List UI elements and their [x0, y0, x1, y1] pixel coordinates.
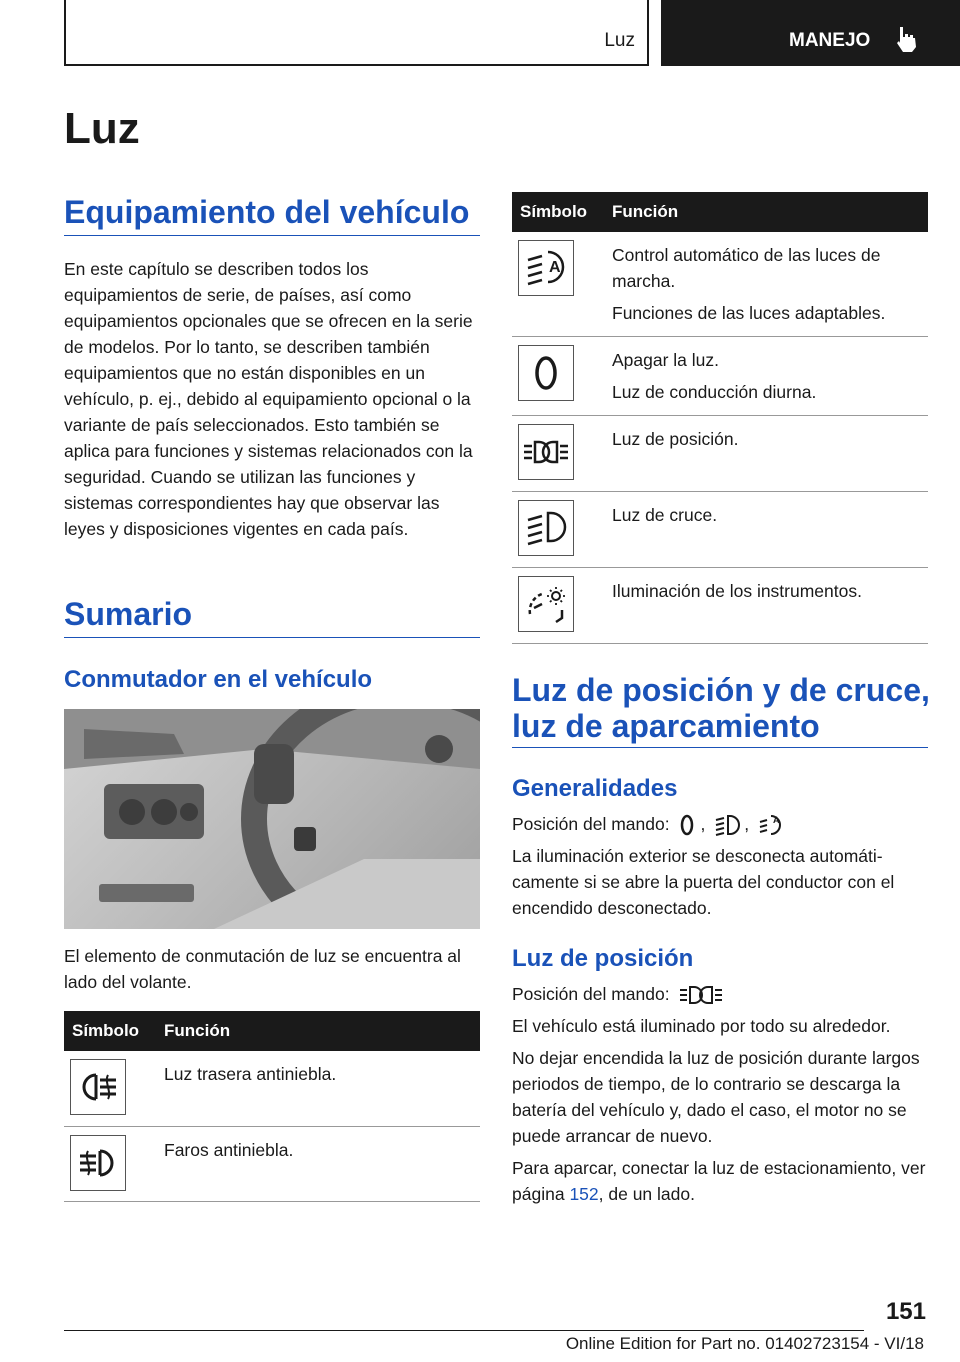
function-text: Faros antiniebla.	[156, 1126, 480, 1201]
symbol-table-left	[64, 1011, 480, 1202]
subsection-title-luz-de-posicion: Luz de posición	[512, 945, 694, 972]
column-header-function: Función	[604, 192, 928, 232]
switch-position-line	[512, 981, 930, 1007]
function-text: Luz trasera antiniebla.	[156, 1051, 480, 1126]
parking-light-icon	[678, 984, 724, 1006]
function-text: Luz de cruce.	[604, 492, 928, 568]
page-link[interactable]: 152	[569, 1184, 599, 1204]
section-rule	[512, 747, 928, 748]
svg-text:A: A	[549, 259, 561, 276]
function-text: Luz de conducción diurna.	[612, 382, 817, 402]
section-rule	[64, 235, 480, 236]
function-text: Control automático de las luces de marcha.	[612, 245, 881, 291]
parking-light-icon	[518, 424, 574, 480]
generalidades-text	[512, 811, 930, 921]
position-label: Posición del mando:	[512, 814, 670, 834]
equipamiento-text	[64, 256, 482, 542]
paragraph-text: , de un lado.	[598, 1184, 695, 1204]
table-row	[512, 568, 928, 644]
table-row	[64, 1126, 480, 1201]
svg-text:A: A	[772, 815, 780, 826]
header-section-box	[64, 0, 649, 66]
function-text: Apagar la luz.	[612, 350, 720, 370]
header-chapter-box	[661, 0, 960, 66]
switch-caption	[64, 943, 482, 995]
title-line: Luz de posición y de cruce,	[512, 672, 930, 708]
hand-pointer-icon	[894, 25, 920, 53]
zero-off-icon	[678, 813, 696, 837]
section-title-luz-posicion	[512, 672, 930, 744]
low-beam-icon	[518, 500, 574, 556]
position-label: Posición del mando:	[512, 984, 670, 1004]
header-section-label: Luz	[604, 30, 635, 51]
column-header-symbol: Símbolo	[64, 1011, 156, 1051]
subsection-title-conmutador: Conmutador en el vehículo	[64, 666, 373, 693]
luz-posicion-paragraph	[512, 1155, 930, 1207]
section-title-equipamiento: Equipamiento del vehículo	[64, 194, 470, 230]
rear-fog-light-icon	[70, 1059, 126, 1115]
section-rule	[64, 637, 480, 638]
auto-headlight-icon	[758, 813, 784, 837]
symbol-table-right	[512, 192, 928, 644]
switch-position-line: Posición del mando: , , A	[512, 811, 930, 837]
luz-posicion-paragraph: No dejar encendida la luz de posición durante largos periodos de tiempo, de lo contrario se descarga la batería del vehículo y, dado el caso, el motor no se puede arrancar de nuevo.	[512, 1048, 920, 1146]
equipamiento-paragraph: En este capítulo se describen todos los equipamientos de serie, de países, así como equipamientos opcionales que se ofrecen en la serie de modelos. Por lo tanto, se describen también equipamientos que no están disponibles en un vehículo, p. ej., debido al equipamiento opcional o la variante de país seleccionados. Esto también se aplica para funciones y sistemas relacionados con la seguridad. Cuando se utilizan las funciones y sistemas correspondientes hay que observar las leyes y disposiciones vigentes en cada país.	[64, 259, 473, 539]
generalidades-paragraph: La iluminación exterior se desconecta automáticamente si se abre la puerta del conductor con el encendido desconectado.	[512, 846, 895, 919]
table-row	[512, 232, 928, 337]
page-title: Luz	[64, 104, 140, 153]
front-fog-light-icon	[70, 1135, 126, 1191]
luz-posicion-paragraph: El vehículo está iluminado por todo su alrededor.	[512, 1016, 891, 1036]
function-text: Iluminación de los instrumentos.	[604, 568, 928, 644]
low-beam-icon	[714, 813, 740, 837]
page-number: 151	[885, 1298, 926, 1325]
column-header-symbol: Símbolo	[512, 192, 604, 232]
table-row	[64, 1051, 480, 1126]
caption-paragraph: El elemento de conmutación de luz se encuentra al lado del volante.	[64, 946, 461, 992]
auto-headlight-icon	[518, 240, 574, 296]
switch-photo	[64, 709, 480, 929]
header-chapter-label: MANEJO	[789, 30, 871, 51]
section-title-sumario: Sumario	[64, 596, 193, 632]
table-row	[512, 337, 928, 416]
subsection-title-generalidades: Generalidades	[512, 775, 678, 802]
function-text: Funciones de las luces adaptables.	[612, 303, 886, 323]
luz-posicion-text	[512, 981, 930, 1207]
column-header-function: Función	[156, 1011, 480, 1051]
paragraph-text: Para aparcar, conectar la luz de estacionamiento, ver página	[512, 1158, 926, 1204]
footer-edition: Online Edition for Part no. 01402723154 - VI/18	[565, 1334, 924, 1353]
zero-off-icon	[518, 345, 574, 401]
table-row	[512, 492, 928, 568]
title-line: luz de aparcamiento	[512, 708, 820, 744]
function-text: Luz de posición.	[604, 416, 928, 492]
footer-rule	[64, 1330, 864, 1331]
instrument-lighting-icon	[518, 576, 574, 632]
table-row	[512, 416, 928, 492]
